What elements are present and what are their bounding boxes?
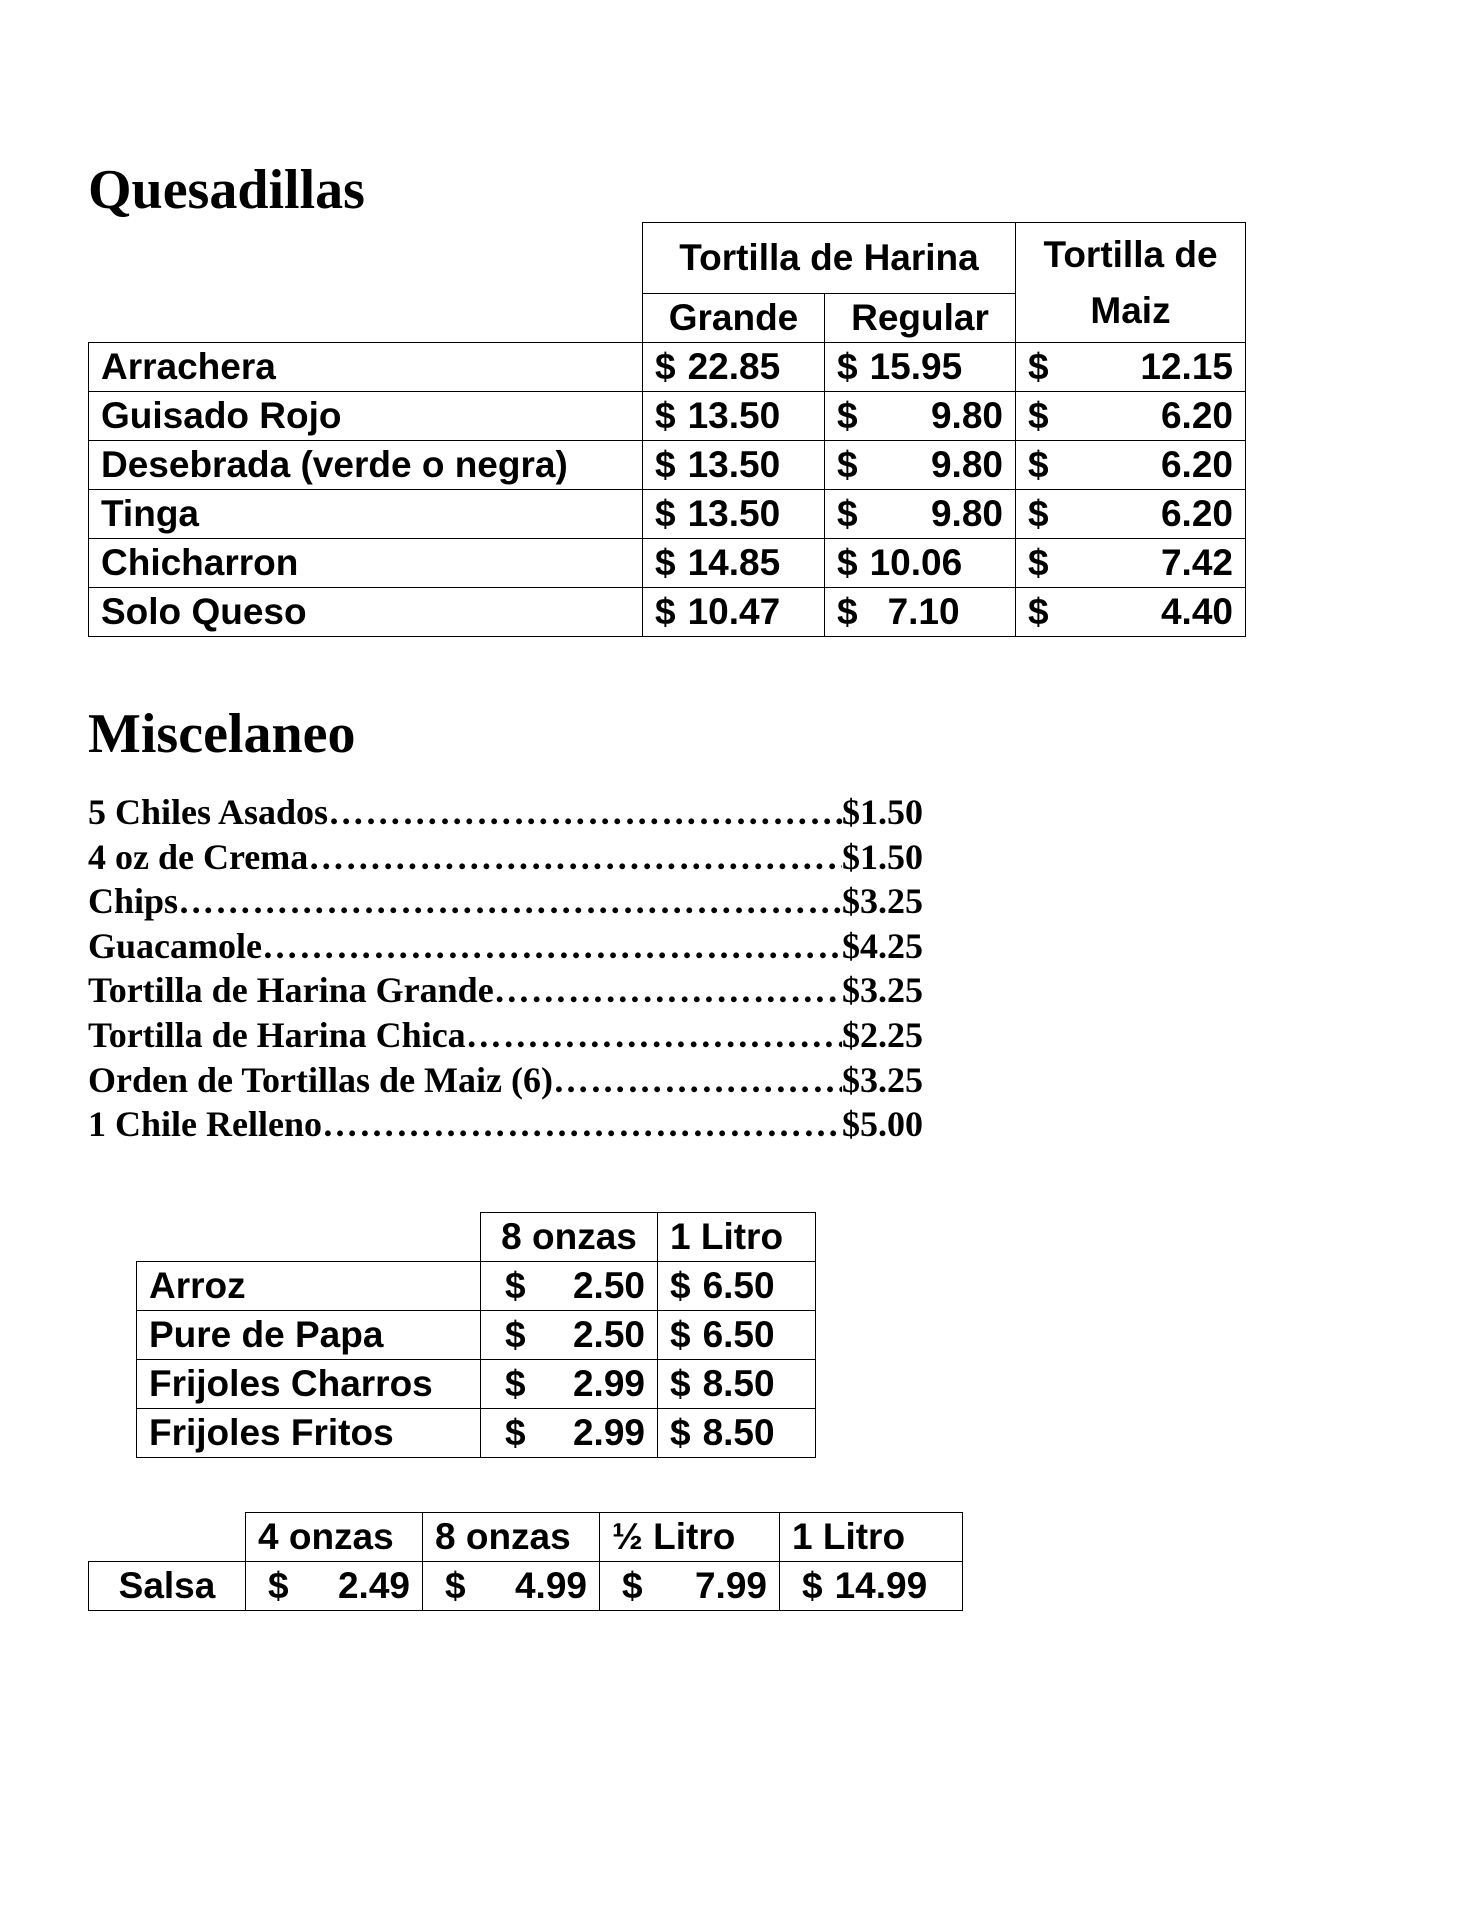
currency-symbol: $ [837, 346, 858, 387]
table-row [89, 490, 1246, 539]
price-maiz: 6.20 [1160, 444, 1233, 485]
item-price: $4.25 [842, 925, 923, 966]
currency-symbol: $ [505, 1412, 526, 1453]
price-1-litro: 6.50 [702, 1314, 775, 1355]
list-item [88, 835, 923, 880]
list-item [88, 790, 923, 835]
table-row [137, 1409, 816, 1458]
item-price: $3.25 [842, 1059, 923, 1100]
price-1-litro: 8.50 [702, 1363, 775, 1404]
currency-symbol: $ [1028, 346, 1049, 387]
currency-symbol: $ [505, 1265, 526, 1306]
currency-symbol: $ [655, 395, 676, 436]
currency-symbol: $ [670, 1412, 691, 1453]
dot-leader [178, 879, 842, 924]
price-regular: 7.10 [887, 591, 960, 632]
price-maiz: 7.42 [1160, 542, 1233, 583]
table-row [89, 588, 1246, 637]
list-item [88, 1013, 923, 1058]
dot-leader [322, 1102, 842, 1147]
price-maiz: 6.20 [1160, 395, 1233, 436]
price-8-onzas: 2.99 [572, 1412, 645, 1453]
currency-symbol: $ [802, 1565, 823, 1606]
currency-symbol: $ [505, 1363, 526, 1404]
price-grande: 14.85 [687, 542, 781, 583]
table-row [137, 1311, 816, 1360]
header-half-litro: ½ Litro [600, 1513, 780, 1562]
item-name: 5 Chiles Asados [88, 792, 329, 832]
header-tortilla-maiz: Tortilla de Maiz [1016, 223, 1246, 343]
table-row [89, 1562, 963, 1611]
currency-symbol: $ [837, 493, 858, 534]
table-row [137, 1360, 816, 1409]
table-row [89, 392, 1246, 441]
price-4-onzas: 2.49 [337, 1565, 410, 1606]
header-tortilla-harina: Tortilla de Harina [643, 223, 1016, 294]
item-name: Guacamole [88, 925, 262, 966]
item-price: $1.50 [842, 836, 923, 877]
price-grande: 13.50 [687, 395, 781, 436]
currency-symbol: $ [1028, 591, 1049, 632]
price-8-onzas: 2.99 [572, 1363, 645, 1404]
item-name: 1 Chile Relleno [88, 1104, 322, 1145]
price-maiz: 12.15 [1140, 346, 1233, 387]
price-8-onzas: 2.50 [572, 1265, 645, 1306]
currency-symbol: $ [837, 591, 858, 632]
currency-symbol: $ [622, 1565, 643, 1606]
item-name: Solo Queso [89, 588, 643, 637]
price-8-onzas: 2.50 [572, 1314, 645, 1355]
currency-symbol: $ [1028, 493, 1049, 534]
currency-symbol: $ [268, 1565, 289, 1606]
dot-leader [262, 924, 842, 969]
item-price: $3.25 [842, 881, 923, 922]
quesadillas-title: Quesadillas [88, 159, 365, 221]
currency-symbol: $ [655, 346, 676, 387]
table-row [89, 343, 1246, 392]
item-name: Frijoles Fritos [137, 1409, 481, 1458]
item-price: $5.00 [842, 1104, 923, 1145]
price-regular: 9.80 [930, 493, 1003, 534]
list-item [88, 1058, 923, 1103]
header-grande: Grande [643, 294, 825, 343]
item-name: Chicharron [89, 539, 643, 588]
header-8-onzas: 8 onzas [481, 1213, 658, 1262]
item-price: $2.25 [842, 1014, 923, 1055]
miscelaneo-title: Miscelaneo [88, 703, 356, 765]
item-name: Desebrada (verde o negra) [89, 441, 643, 490]
header-regular: Regular [825, 294, 1016, 343]
currency-symbol: $ [837, 395, 858, 436]
item-name: Salsa [89, 1562, 246, 1611]
dot-leader [494, 968, 842, 1013]
list-item [88, 968, 923, 1013]
currency-symbol: $ [670, 1363, 691, 1404]
item-name: Arroz [137, 1262, 481, 1311]
dot-leader [328, 790, 842, 835]
currency-symbol: $ [837, 444, 858, 485]
item-name: Tortilla de Harina Chica [88, 1014, 466, 1055]
currency-symbol: $ [655, 591, 676, 632]
miscelaneo-list [88, 790, 923, 1147]
currency-symbol: $ [655, 542, 676, 583]
item-name: Arrachera [89, 343, 643, 392]
list-item [88, 924, 923, 969]
table-row [89, 539, 1246, 588]
item-name: Tinga [89, 490, 643, 539]
table-row [137, 1262, 816, 1311]
price-1-litro: 6.50 [702, 1265, 775, 1306]
dot-leader [466, 1013, 842, 1058]
item-price: $1.50 [842, 792, 923, 832]
item-name: 4 oz de Crema [88, 836, 309, 877]
header-1-litro: 1 Litro [780, 1513, 963, 1562]
header-4-onzas: 4 onzas [246, 1513, 423, 1562]
price-grande: 13.50 [687, 493, 781, 534]
item-price: $3.25 [842, 970, 923, 1011]
currency-symbol: $ [655, 444, 676, 485]
currency-symbol: $ [1028, 395, 1049, 436]
currency-symbol: $ [445, 1565, 466, 1606]
currency-symbol: $ [1028, 444, 1049, 485]
price-maiz: 4.40 [1160, 591, 1233, 632]
currency-symbol: $ [505, 1314, 526, 1355]
currency-symbol: $ [837, 542, 858, 583]
quesadillas-table [88, 222, 1246, 637]
price-grande: 13.50 [687, 444, 781, 485]
price-regular: 9.80 [930, 395, 1003, 436]
price-1-litro: 14.99 [834, 1565, 928, 1606]
price-grande: 22.85 [687, 346, 781, 387]
price-regular: 10.06 [869, 542, 963, 583]
price-maiz: 6.20 [1160, 493, 1233, 534]
price-grande: 10.47 [687, 591, 781, 632]
dot-leader [553, 1058, 842, 1103]
sides-table [136, 1212, 816, 1458]
dot-leader [308, 835, 842, 880]
table-row [89, 441, 1246, 490]
price-regular: 15.95 [869, 346, 963, 387]
header-1-litro: 1 Litro [658, 1213, 816, 1262]
price-regular: 9.80 [930, 444, 1003, 485]
item-name: Orden de Tortillas de Maiz (6) [88, 1059, 553, 1100]
price-half-litro: 7.99 [694, 1565, 767, 1606]
price-8-onzas: 4.99 [514, 1565, 587, 1606]
item-name: Chips [88, 881, 179, 922]
item-name: Pure de Papa [137, 1311, 481, 1360]
item-name: Tortilla de Harina Grande [88, 970, 494, 1011]
currency-symbol: $ [1028, 542, 1049, 583]
header-8-onzas: 8 onzas [423, 1513, 600, 1562]
list-item [88, 1102, 923, 1147]
currency-symbol: $ [655, 493, 676, 534]
item-name: Guisado Rojo [89, 392, 643, 441]
currency-symbol: $ [670, 1265, 691, 1306]
price-1-litro: 8.50 [702, 1412, 775, 1453]
list-item [88, 879, 923, 924]
currency-symbol: $ [670, 1314, 691, 1355]
item-name: Frijoles Charros [137, 1360, 481, 1409]
salsa-table [88, 1512, 963, 1611]
